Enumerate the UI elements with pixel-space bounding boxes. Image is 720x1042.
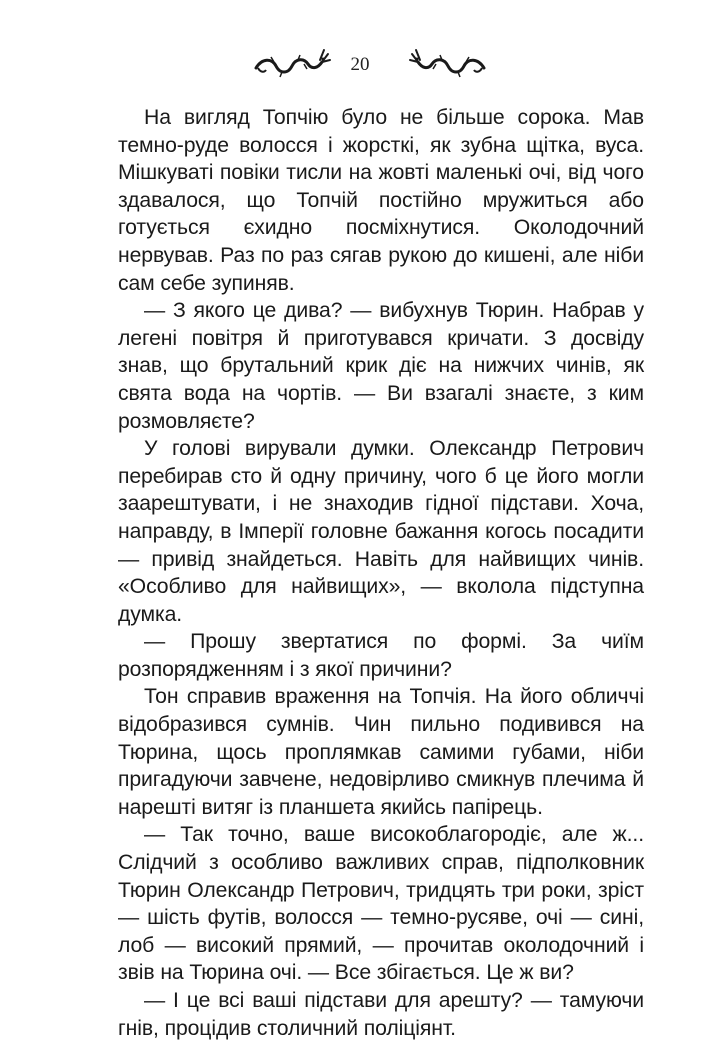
dragon-ornament-icon [408,42,488,87]
paragraph: У голові вирували думки. Олександр Петрович перебирав сто й одну причину, чого б це його могли заарештувати, і не знаходив гідної підстави. Хоча, направду, в Імперії головне бажання когось посадити — привід знайдеться. Навіть для найвищих чинів. «Особливо для найвищих», — вколола підступна думка. [118,437,644,626]
paragraph: — З якого це дива? — вибухнув Тюрин. Набрав у легені повітря й приготувався кричати. З досвіду знав, що брутальний крик діє на нижчих чинів, як свята вода на чортів. — Ви взагалі знаєте, з ким розмовляєте? [118,299,644,433]
paragraph: На вигляд Топчію було не більше сорока. Мав темно-руде волосся і жорсткі, як зубна щітка, вуса. Мішкуваті повіки тисли на жовті маленькі очі, від чого здавалося, що Топчій постійно мружиться або готується єхидно посміхнутися. Околодочний нервував. Раз по раз сягав рукою до кишені, але ніби сам себе зупиняв. [118,106,644,295]
page-header [0,38,720,88]
page-number: 20 [350,54,370,75]
body-text [118,104,644,1042]
paragraph: Тон справив враження на Топчія. На його обличчі відобразився сумнів. Чин пильно подивився на Тюрина, щось проплямкав самими губами, ніби пригадуючи завчене, недовірливо смикнув плечима й нарешті витяг із планшета якийсь папірець. [118,685,644,819]
dragon-ornament-icon [252,42,332,87]
paragraph: — Так точно, ваше високоблагородіє, але ж... Слідчий з особливо важливих справ, підполковник Тюрин Олександр Петрович, тридцять три роки, зріст — шість футів, волосся — темно-русяве, очі — сині, лоб — високий прямий, — прочитав околодочний і звів на Тюрина очі. — Все збігається. Це ж ви? [118,823,644,985]
paragraph: — І це всі ваші підстави для арешту? — тамуючи гнів, процідив столичний поліціянт. [118,989,644,1040]
paragraph: — Прошу звертатися по формі. За чиїм розпорядженням і з якої причини? [118,630,644,681]
